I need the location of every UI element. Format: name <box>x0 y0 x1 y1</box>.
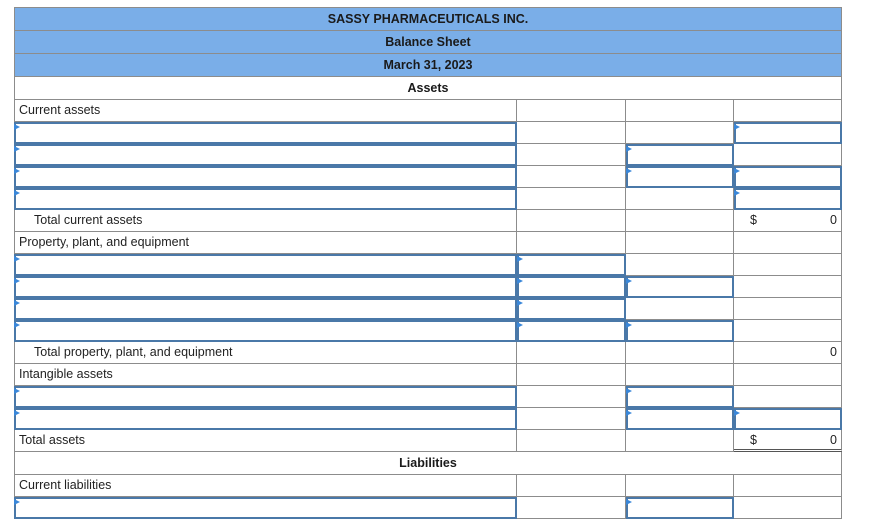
currency-symbol: $ <box>750 213 757 227</box>
total-assets-label: Total assets <box>19 433 86 447</box>
assets-heading: Assets <box>14 77 842 100</box>
total-assets-value: 0 <box>830 433 837 447</box>
ppe-cost-input[interactable] <box>517 276 626 298</box>
table-row <box>14 408 842 430</box>
table-row <box>14 254 842 276</box>
table-row <box>14 144 842 166</box>
table-row <box>14 166 842 188</box>
table-row <box>14 430 842 452</box>
table-row <box>14 386 842 408</box>
table-row <box>14 188 842 210</box>
table-row <box>14 122 842 144</box>
current-asset-name-input[interactable] <box>14 188 517 210</box>
current-asset-name-input[interactable] <box>14 166 517 188</box>
table-row <box>14 210 842 232</box>
ppe-net-input[interactable] <box>626 276 734 298</box>
total-ppe-value: 0 <box>830 345 837 359</box>
ppe-cost-input[interactable] <box>517 254 626 276</box>
current-liability-amount-input[interactable] <box>626 497 734 519</box>
current-liability-name-input[interactable] <box>14 497 517 519</box>
intangible-total-input[interactable] <box>734 408 842 430</box>
statement-title: Balance Sheet <box>14 31 842 54</box>
table-row <box>14 364 842 386</box>
current-assets-label-cell <box>14 100 517 122</box>
liabilities-heading: Liabilities <box>14 452 842 475</box>
current-assets-label: Current assets <box>19 103 101 117</box>
balance-sheet <box>14 7 842 519</box>
current-asset-subamount-input[interactable] <box>626 166 734 188</box>
current-asset-amount-input[interactable] <box>734 166 842 188</box>
ppe-name-input[interactable] <box>14 298 517 320</box>
ppe-label: Property, plant, and equipment <box>19 235 190 249</box>
current-liabilities-label: Current liabilities <box>19 478 112 492</box>
table-row <box>14 276 842 298</box>
current-asset-name-input[interactable] <box>14 144 517 166</box>
ppe-net-input[interactable] <box>626 320 734 342</box>
currency-symbol: $ <box>750 433 757 447</box>
table-row <box>14 100 842 122</box>
ppe-name-input[interactable] <box>14 320 517 342</box>
intangible-name-input[interactable] <box>14 408 517 430</box>
table-row <box>14 497 842 519</box>
current-asset-name-input[interactable] <box>14 122 517 144</box>
table-row <box>14 342 842 364</box>
ppe-cost-input[interactable] <box>517 320 626 342</box>
intangible-assets-label: Intangible assets <box>19 367 113 381</box>
company-name: SASSY PHARMACEUTICALS INC. <box>14 7 842 31</box>
ppe-cost-input[interactable] <box>517 298 626 320</box>
total-current-assets-label: Total current assets <box>34 213 143 227</box>
current-asset-amount-input[interactable] <box>734 122 842 144</box>
current-asset-amount-input[interactable] <box>734 188 842 210</box>
total-ppe-label: Total property, plant, and equipment <box>34 345 233 359</box>
table-row <box>14 298 842 320</box>
current-asset-subamount-input[interactable] <box>626 144 734 166</box>
ppe-name-input[interactable] <box>14 254 517 276</box>
table-row <box>14 320 842 342</box>
intangible-amount-input[interactable] <box>626 386 734 408</box>
ppe-name-input[interactable] <box>14 276 517 298</box>
table-row <box>14 475 842 497</box>
intangible-amount-input[interactable] <box>626 408 734 430</box>
total-current-assets-value: 0 <box>830 213 837 227</box>
table-row <box>14 232 842 254</box>
statement-date: March 31, 2023 <box>14 54 842 77</box>
intangible-name-input[interactable] <box>14 386 517 408</box>
